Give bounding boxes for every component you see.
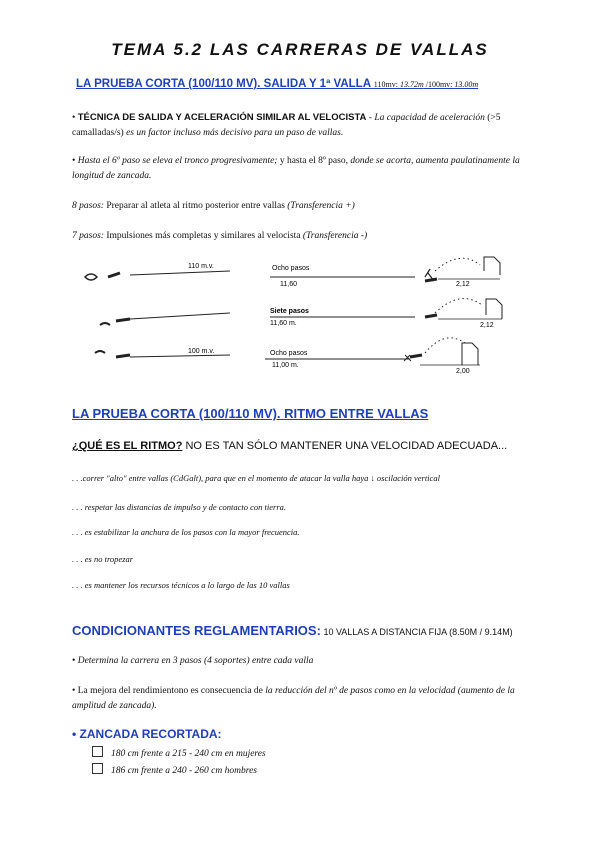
stride-item-women: 180 cm frente a 215 - 240 cm en mujeres <box>92 746 266 759</box>
rhythm-item-4: . . . es no tropezar <box>72 554 134 564</box>
stride-item-men: 186 cm frente a 240 - 260 cm hombres <box>92 763 257 776</box>
start-diagram <box>80 255 530 385</box>
row1-right-label: 2,12 <box>456 281 470 288</box>
section2-heading: LA PRUEBA CORTA (100/110 MV). RITMO ENTRE VALLAS <box>72 406 429 421</box>
row2-mid-bottom: 11,60 m. <box>270 320 297 327</box>
paragraph-seven-steps: 7 pasos: Impulsiones más completas y similares al velocista (Transferencia -) <box>72 231 368 241</box>
paragraph-eight-steps: 8 pasos: Preparar al atleta al ritmo posterior entre vallas (Transferencia +) <box>72 201 355 211</box>
checkbox-icon <box>92 763 103 774</box>
section1-heading-text: LA PRUEBA CORTA (100/110 MV). SALIDA Y 1ª VALLA <box>76 78 371 90</box>
rhythm-item-3: . . . es estabilizar la anchura de los pasos con la mayor frecuencia. <box>72 527 300 537</box>
paragraph-trunk: • Hasta el 6º paso se eleva el tronco progresivamente; y hasta el 8º paso, donde se acorta, aumenta paulatinamente la longitud de zancada. <box>72 156 520 181</box>
rhythm-question: ¿QUÉ ES EL RITMO? NO ES TAN SÓLO MANTENER UNA VELOCIDAD ADECUADA... <box>72 440 508 452</box>
regulation-item-1: • Determina la carrera en 3 pasos (4 soportes) entre cada valla <box>72 656 314 666</box>
row3-mid-top: Ocho pasos <box>270 350 308 357</box>
row2-right-label: 2,12 <box>480 322 494 329</box>
rhythm-item-2: . . . respetar las distancias de impulso y de contacto con tierra. <box>72 502 287 512</box>
diagram-row-2 <box>100 299 502 329</box>
page-title: TEMA 5.2 LAS CARRERAS DE VALLAS <box>111 40 489 59</box>
section1-heading <box>76 78 478 90</box>
paragraph-technique: • TÉCNICA DE SALIDA Y ACELERACIÓN SIMILAR AL VELOCISTA - La capacidad de aceleración (>5 camalladas/s) es un factor incluso más decisivo para un paso de vallas. <box>72 112 501 138</box>
checkbox-icon <box>92 746 103 757</box>
section3-heading: CONDICIONANTES REGLAMENTARIOS: 10 VALLAS A DISTANCIA FIJA (8.50M / 9.14M) <box>72 623 513 638</box>
row1-mid-bottom: 11,60 <box>280 281 297 288</box>
diagram-row-3 <box>95 338 480 375</box>
row3-mid-bottom: 11,00 m. <box>272 362 299 369</box>
row1-mid-top: Ocho pasos <box>272 265 310 272</box>
row3-right-label: 2,00 <box>456 368 470 375</box>
diagram-row-1 <box>85 257 500 288</box>
row3-left-label: 100 m.v. <box>188 348 215 355</box>
stride-heading: • ZANCADA RECORTADA: <box>72 727 222 741</box>
row2-mid-top: Siete pasos <box>270 308 309 315</box>
regulation-item-2: • La mejora del rendimientono es consecuencia de la reducción del nº de pasos como en la velocidad (aumento de la amplitud de zancada). <box>72 686 515 711</box>
rhythm-item-1: . . .correr "alto" entre vallas (CdGalt), para que en el momento de atacar la valla haya ↓ oscilación vertical <box>72 473 440 483</box>
rhythm-item-5: . . . es mantener los recursos técnicos a lo largo de las 10 vallas <box>72 580 290 590</box>
section1-note: 110mv: 13.72m /100mv: 13.00m <box>373 80 479 89</box>
row1-left-label: 110 m.v. <box>188 263 214 270</box>
